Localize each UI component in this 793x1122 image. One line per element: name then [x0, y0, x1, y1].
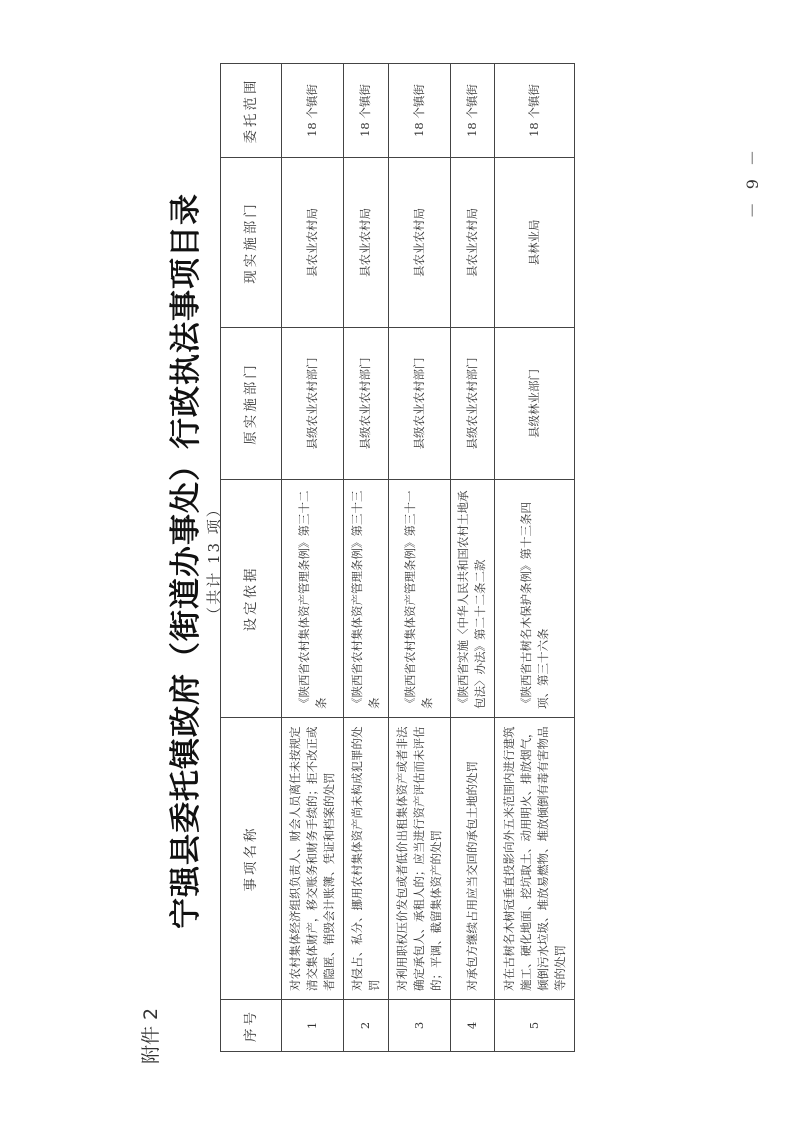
row-scope: 18 个镇街	[495, 64, 575, 158]
table-row	[388, 64, 450, 1052]
row-basis: 《陕西省古树名木保护条例》第十三条四项、第三十六条	[495, 480, 575, 718]
table-row	[495, 64, 575, 1052]
table-header-row	[221, 64, 282, 1052]
row-scope: 18 个镇街	[450, 64, 495, 158]
attachment-label: 附件 2	[140, 1007, 162, 1064]
header-no: 序号	[221, 1000, 282, 1052]
header-name: 事项名称	[221, 718, 282, 1000]
table-row	[344, 64, 389, 1052]
table-row	[282, 64, 344, 1052]
row-no: 1	[282, 1000, 344, 1052]
row-basis: 《陕西省农村集体资产管理条例》第三十一条	[388, 480, 450, 718]
row-name: 对承包方继续占用应当交回的承包土地的处罚	[450, 718, 495, 1000]
row-no: 2	[344, 1000, 389, 1052]
table-row	[450, 64, 495, 1052]
row-no: 4	[450, 1000, 495, 1052]
header-orig-dept: 原实施部门	[221, 328, 282, 480]
row-basis: 《陕西省农村集体资产管理条例》第三十三条	[344, 480, 389, 718]
row-name: 对在古树名木树冠垂直投影向外五米范围内进行建筑施工、硬化地面、挖坑取土、动用明火、排放烟气，倾倒污水垃圾、堆放易燃物、堆放倾倒有毒有害物品等的处罚	[495, 718, 575, 1000]
row-orig-dept: 县级农业农村部门	[388, 328, 450, 480]
row-basis: 《陕西省实施〈中华人民共和国农村土地承包法〉办法》第二十二条二款	[450, 480, 495, 718]
row-orig-dept: 县级农业农村部门	[450, 328, 495, 480]
row-orig-dept: 县级农业农村部门	[282, 328, 344, 480]
row-curr-dept: 县农业农村局	[388, 158, 450, 328]
row-curr-dept: 县农业农村局	[450, 158, 495, 328]
document-title: 宁强县委托镇政府（街道办事处）行政执法事项目录	[168, 193, 204, 929]
row-scope: 18 个镇街	[282, 64, 344, 158]
header-basis: 设定依据	[221, 480, 282, 718]
row-scope: 18 个镇街	[388, 64, 450, 158]
row-scope: 18 个镇街	[344, 64, 389, 158]
header-scope: 委托范围	[221, 64, 282, 158]
row-name: 对农村集体经济组织负责人、财会人员离任未按规定清交集体财产，移交账务和财务手续的；拒不改正或者隐匿、销毁会计账簿、凭证和档案的处罚	[282, 718, 344, 1000]
row-orig-dept: 县级林业部门	[495, 328, 575, 480]
header-curr-dept: 现实施部门	[221, 158, 282, 328]
row-name: 对利用职权压价发包或者低价出租集体资产或者非法确定承包人、承租人的；应当进行资产评估而未评估的；平调、截留集体资产的处罚	[388, 718, 450, 1000]
row-curr-dept: 县农业农村局	[344, 158, 389, 328]
row-orig-dept: 县级农业农村部门	[344, 328, 389, 480]
document-subtitle: （共计 13 项）	[205, 500, 223, 622]
row-basis: 《陕西省农村集体资产管理条例》第三十二条	[282, 480, 344, 718]
page-number: － 9 －	[743, 146, 762, 219]
row-no: 3	[388, 1000, 450, 1052]
items-table	[220, 63, 575, 1052]
row-curr-dept: 县林业局	[495, 158, 575, 328]
row-name: 对侵占、私分、挪用农村集体资产尚未构成犯罪的处罚	[344, 718, 389, 1000]
row-no: 5	[495, 1000, 575, 1052]
row-curr-dept: 县农业农村局	[282, 158, 344, 328]
